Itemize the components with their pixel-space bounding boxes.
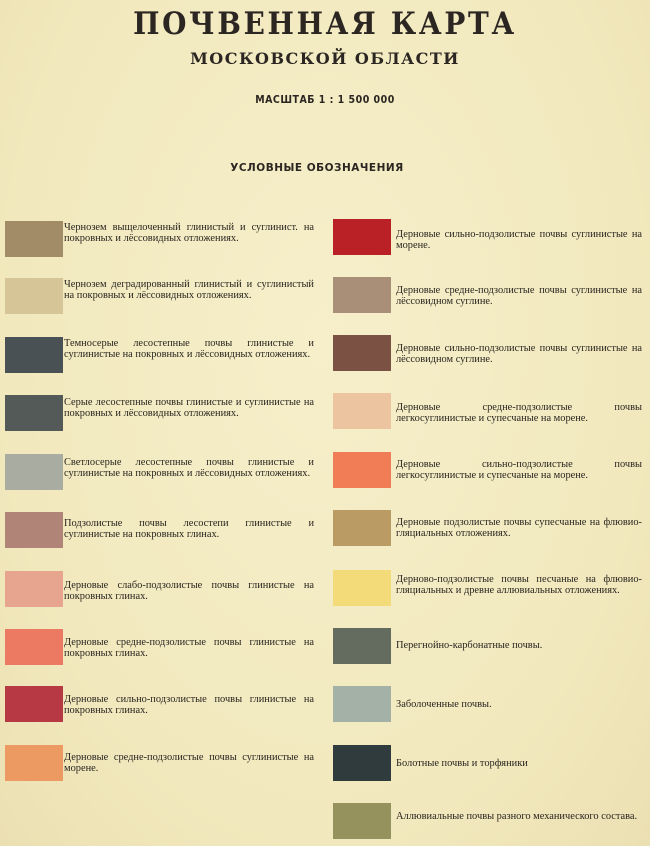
legend-text: Чернозем выщелоченный глинистый и суглинист. на покровных и лёссовидных отложениях. <box>64 222 314 244</box>
legend-swatch <box>333 277 391 313</box>
legend-swatch <box>333 452 391 488</box>
legend-swatch <box>333 393 391 429</box>
legend-text: Темносерые лесостепные почвы глинистые и суглинистые на покровных и лёссовидных отложениях. <box>64 338 314 360</box>
legend-text: Аллювиальные почвы разного механического состава. <box>396 811 638 822</box>
legend-text: Подзолистые почвы лесостепи глинистые и суглинистые на покровных глинах. <box>64 518 314 540</box>
legend-text: Дерновые средне-подзолистые почвы суглинистые на лёссовидном суглине. <box>396 285 642 307</box>
legend-swatch <box>5 512 63 548</box>
legend-text: Дерновые сильно-подзолистые почвы суглинистые на морене. <box>396 229 642 251</box>
legend-swatch <box>5 221 63 257</box>
legend-text: Дерновые подзолистые почвы супесчаные на флювио-гляциальных отложениях. <box>396 517 642 539</box>
legend-text: Чернозем деградированный глинистый и суглинистый на покровных и лёссовидных отложениях. <box>64 279 314 301</box>
legend-swatch <box>333 686 391 722</box>
legend-swatch <box>5 571 63 607</box>
map-title: ПОЧВЕННАЯ КАРТА <box>133 6 517 42</box>
legend-text: Дерновые сильно-подзолистые почвы глинистые на покровных глинах. <box>64 694 314 716</box>
legend-swatch <box>333 745 391 781</box>
legend-swatch <box>5 395 63 431</box>
legend-swatch <box>333 335 391 371</box>
legend-swatch <box>333 628 391 664</box>
legend-swatch <box>5 745 63 781</box>
legend-text: Перегнойно-карбонатные почвы. <box>396 640 543 651</box>
legend-swatch <box>333 803 391 839</box>
legend-text: Дерновые средне-подзолистые почвы легкосуглинистые и супесчаные на морене. <box>396 402 642 424</box>
legend-swatch <box>5 686 63 722</box>
legend-text: Дерновые сильно-подзолистые почвы суглинистые на лёссовидном суглине. <box>396 343 642 365</box>
legend-text: Болотные почвы и торфяники <box>396 758 528 769</box>
legend-swatch <box>333 510 391 546</box>
legend-swatch <box>5 278 63 314</box>
legend-text: Дерновые средне-подзолистые почвы глинистые на покровных глинах. <box>64 637 314 659</box>
legend-text: Дерновые сильно-подзолистые почвы легкосуглинистые и супесчаные на морене. <box>396 459 642 481</box>
legend-text: Серые лесостепные почвы глинистые и суглинистые на покровных и лёссовидных отложениях. <box>64 397 314 419</box>
legend-text: Светлосерые лесостепные почвы глинистые и суглинистые на покровных и лёссовидных отложениях. <box>64 457 314 479</box>
legend-swatch <box>5 629 63 665</box>
legend-swatch <box>5 454 63 490</box>
legend-text: Дерновые слабо-подзолистые почвы глинистые на покровных глинах. <box>64 580 314 602</box>
legend-swatch <box>333 570 391 606</box>
legend-text: Дерновые средне-подзолистые почвы суглинистые на морене. <box>64 752 314 774</box>
map-subtitle: МОСКОВСКОЙ ОБЛАСТИ <box>190 49 460 68</box>
legend-text: Заболоченные почвы. <box>396 699 492 710</box>
legend-swatch <box>5 337 63 373</box>
legend-title: УСЛОВНЫЕ ОБОЗНАЧЕНИЯ <box>230 162 404 174</box>
legend-swatch <box>333 219 391 255</box>
legend-text: Дерново-подзолистые почвы песчаные на флювио-гляциальных и древне аллювиальных отложениях. <box>396 574 642 596</box>
map-scale: МАСШТАБ 1 : 1 500 000 <box>255 94 395 106</box>
